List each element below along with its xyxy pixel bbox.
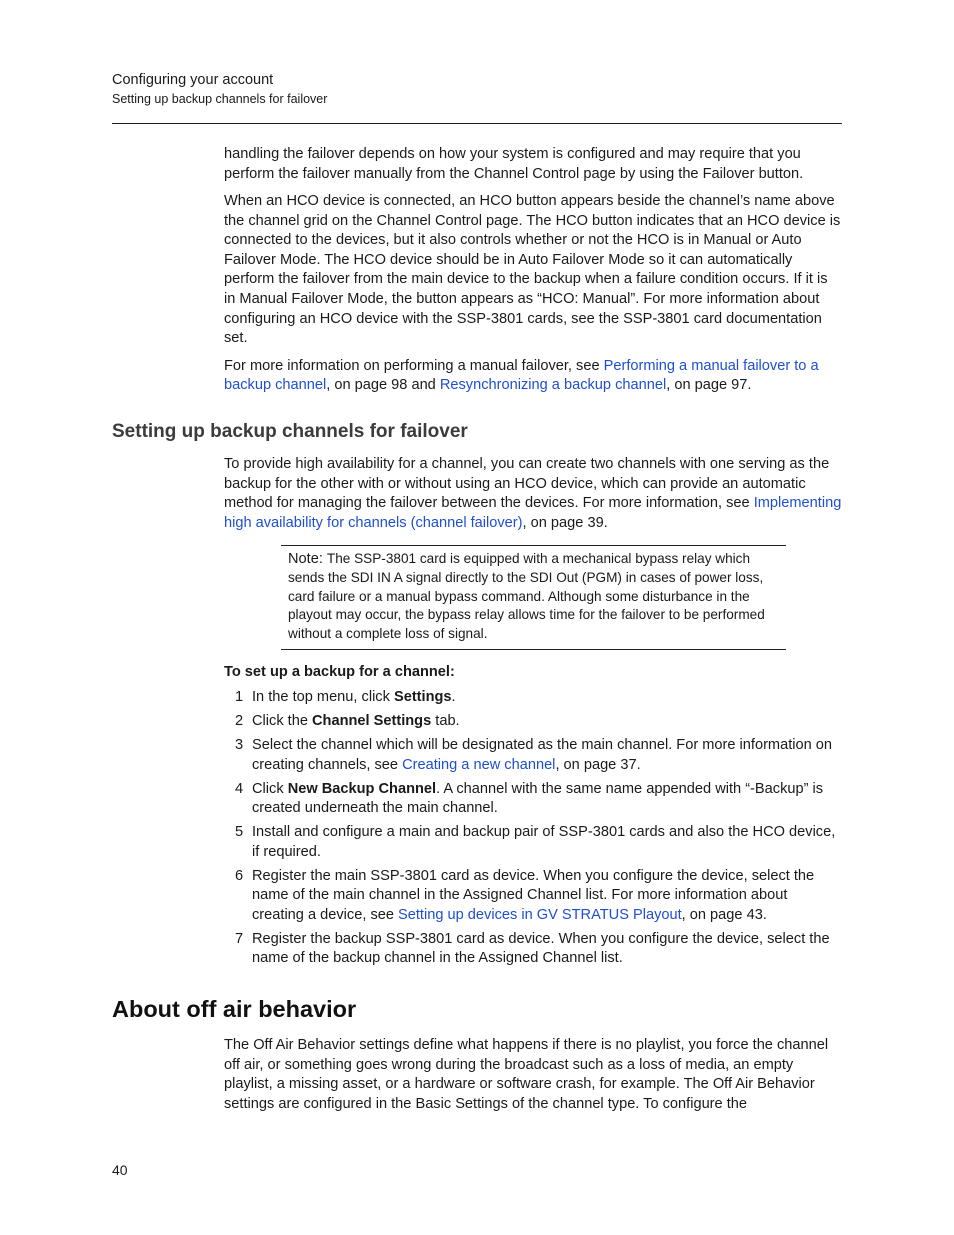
link-resynchronizing-backup-channel[interactable]: Resynchronizing a backup channel	[439, 377, 667, 394]
off-air-text	[224, 1036, 842, 1114]
step-item: 3 Select the channel which will be designated as the main channel. For more information on creating channels, see Creating a new channel, on page 37.	[235, 736, 833, 773]
step-item: 7 Register the backup SSP-3801 card as device. When you configure the device, select the name of the backup channel in the Assigned Channel list.	[235, 930, 830, 967]
backup-paragraph: To provide high availability for a channel, you can create two channels with one serving as the backup for the other with or without using an HCO device, which can provide an automatic method for managing the failover between the devices. For more information, see Implementing high availability for channels (channel failover), on page 39.	[224, 456, 842, 531]
note-box	[281, 545, 786, 650]
step-item: 5 Install and configure a main and backup pair of SSP-3801 cards and also the HCO device, if required.	[235, 824, 836, 860]
procedure-heading: To set up a backup for a channel:	[224, 664, 455, 680]
intro-paragraph-3: For more information on performing a manual failover, see Performing a manual failover to a backup channel, on page 98 and Resynchronizing a backup channel, on page 97.	[224, 357, 819, 394]
link-creating-new-channel[interactable]: Creating a new channel	[402, 756, 556, 773]
step-item: 6 Register the main SSP-3801 card as device. When you configure the device, select the name of the main channel in the Assigned Channel list. For more information about creating a device, see Setting up devices in GV STRATUS Playout, on page 43.	[235, 867, 815, 923]
header-section: Setting up backup channels for failover	[112, 92, 328, 106]
section-heading-backup-channels: Setting up backup channels for failover	[112, 421, 468, 442]
link-setting-up-devices[interactable]: Setting up devices in GV STRATUS Playout	[398, 906, 682, 923]
intro-paragraph-1: handling the failover depends on how your system is configured and may require that you perform the failover manually from the Channel Control page by using the Failover button.	[224, 146, 804, 182]
procedure-steps	[224, 688, 842, 973]
off-air-paragraph: The Off Air Behavior settings define what happens if there is no playlist, you force the channel off air, or something goes wrong during the broadcast such as a loss of media, an empty playlist, a missing asset, or a hardware or software crash, for example. The Off Air Behavior settings are configured in the Basic Settings of the channel type. To configure the	[224, 1037, 829, 1112]
step-item: 2 Click the Channel Settings tab.	[235, 712, 460, 729]
header-chapter: Configuring your account	[112, 72, 274, 88]
link-implementing-high-availability[interactable]: Implementing high availability for channels (channel failover)	[224, 495, 842, 531]
backup-section-text	[224, 455, 842, 533]
header-divider	[112, 123, 842, 124]
step-item: 4 Click New Backup Channel. A channel with the same name appended with “-Backup” is created underneath the main channel.	[235, 780, 824, 817]
intro-paragraph-2: When an HCO device is connected, an HCO button appears beside the channel’s name above the channel grid on the Channel Control page. The HCO button indicates that an HCO device is connected to the devices, but it also controls whether or not the HCO is in Manual or Auto Failover Mode. The HCO device should be in Auto Failover Mode so it can automatically perform the failover from the main device to the backup when a failure condition occurs. If it is in Manual Failover Mode, the button appears as “HCO: Manual”. For more information about configuring an HCO device with the SSP-3801 cards, see the SSP-3801 card documentation set.	[224, 192, 841, 347]
note-label: Note:	[288, 551, 323, 567]
link-performing-manual-failover[interactable]: Performing a manual failover to a backup channel	[224, 357, 819, 394]
section-heading-off-air: About off air behavior	[112, 996, 357, 1022]
page-number: 40	[112, 1162, 128, 1178]
intro-text	[224, 145, 842, 396]
note-text: The SSP-3801 card is equipped with a mechanical bypass relay which sends the SDI IN A signal directly to the SDI Out (PGM) in cases of power loss, card failure or a manual bypass command. Although some disturbance in the playout may occur, the bypass relay allows time for the failover to be performed without a complete loss of signal.	[288, 551, 765, 642]
running-header	[112, 70, 842, 108]
step-item: 1 In the top menu, click Settings.	[235, 689, 456, 705]
